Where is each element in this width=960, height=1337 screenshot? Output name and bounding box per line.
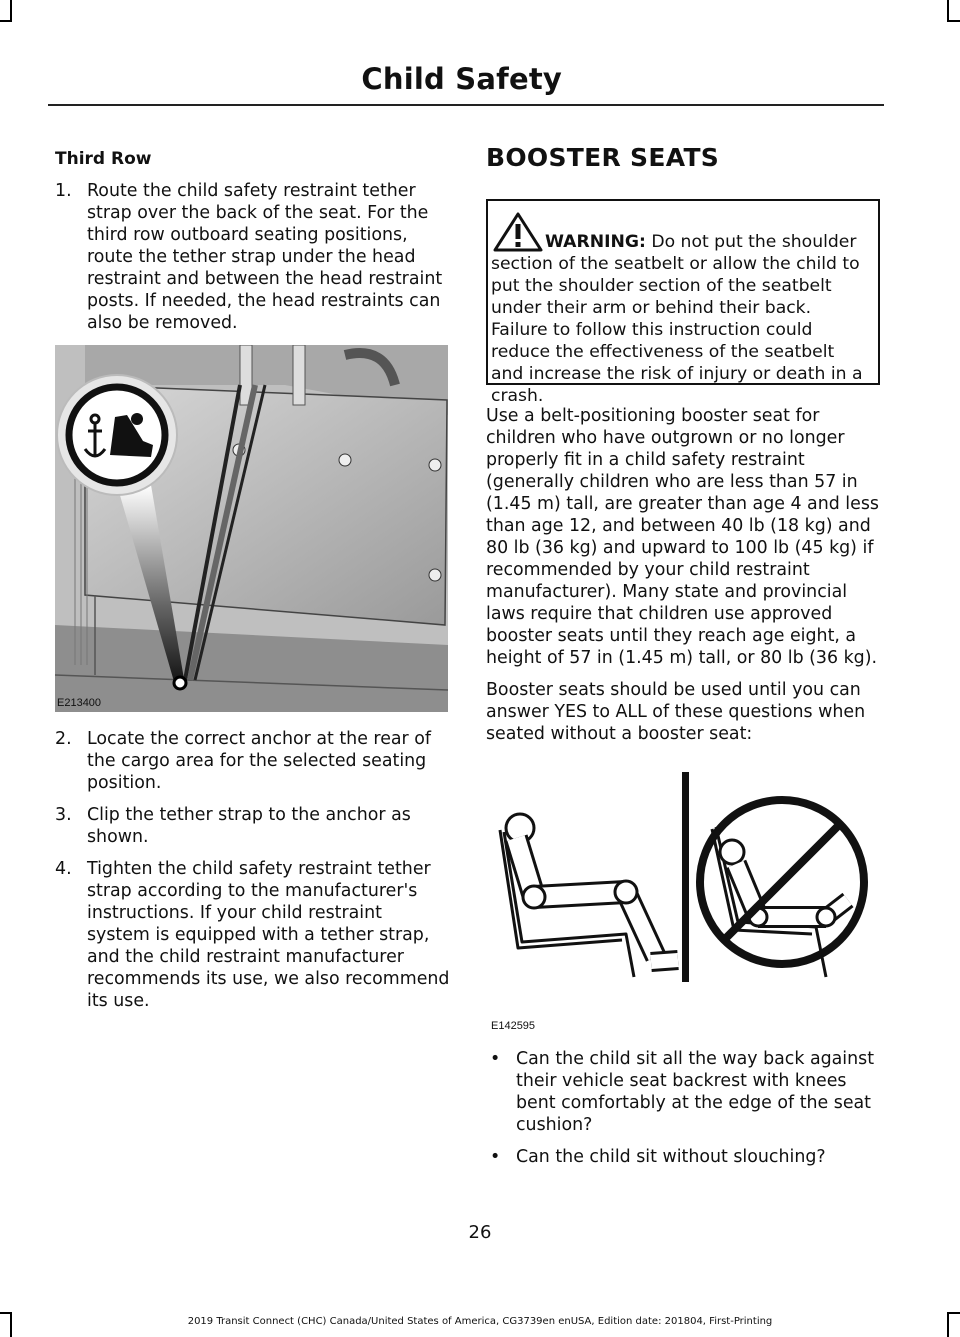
warning-label: WARNING: bbox=[545, 232, 646, 252]
crop-mark bbox=[947, 20, 960, 22]
list-item-text: Can the child sit all the way back against their vehicle seat backrest with knees bent comfortably at the edge of the seat cushion? bbox=[516, 1049, 875, 1135]
right-column-body bbox=[486, 405, 882, 745]
list-item bbox=[486, 1048, 882, 1136]
left-column-lower bbox=[55, 728, 450, 1012]
page-number: 26 bbox=[468, 1222, 492, 1243]
child-seat-anchor-icon bbox=[57, 375, 177, 495]
section-heading: BOOSTER SEATS bbox=[486, 143, 720, 172]
right-column-bullets bbox=[486, 1048, 882, 1168]
step-item bbox=[55, 858, 450, 1012]
step-number: 2. bbox=[55, 729, 72, 749]
figure-id: E213400 bbox=[57, 697, 102, 709]
page-title: Child Safety bbox=[361, 62, 562, 96]
section-subheading: Third Row bbox=[55, 149, 152, 169]
step-text: Route the child safety restraint tether strap over the back of the seat. For the third row outboard seating positions, route the tether strap under the head restraint and between the head restraint posts. If needed, the head restraints can also be removed. bbox=[87, 181, 443, 333]
step-item bbox=[55, 804, 450, 848]
crop-mark bbox=[10, 0, 12, 22]
bullet-mark: • bbox=[490, 1049, 501, 1069]
step-text: Locate the correct anchor at the rear of the cargo area for the selected seating position. bbox=[87, 729, 431, 793]
step-text: Tighten the child safety restraint tether strap according to the manufacturer's instructions. If your child restraint system is equipped with a tether strap, and the child restraint manufacturer recommends its use, we also recommend its use. bbox=[87, 859, 450, 1011]
paragraph: Booster seats should be used until you can answer YES to ALL of these questions when seated without a booster seat: bbox=[486, 680, 866, 744]
list-item-text: Can the child sit without slouching? bbox=[516, 1147, 826, 1167]
step-number: 4. bbox=[55, 859, 72, 879]
paragraph: Use a belt-positioning booster seat for children who have outgrown or no longer properly fit in a child safety restraint (generally children who are less than 57 in (1.45 m) tall, are greater than age 4 and less than age 12, and between 40 lb (18 kg) and 80 lb (36 kg) and upward to 100 lb (45 kg) if recommended by your child restraint manufacturer). Many state and provincial laws require that children use approved booster seats until they reach age eight, a height of 57 in (1.45 m) tall, or 80 lb (36 kg). bbox=[486, 406, 879, 668]
step-text: Clip the tether strap to the anchor as shown. bbox=[87, 805, 411, 847]
step-item bbox=[55, 728, 450, 794]
tether-anchor-figure bbox=[55, 345, 448, 712]
figure-id: E142595 bbox=[491, 1020, 536, 1032]
crop-mark bbox=[947, 0, 949, 22]
right-column-heading bbox=[486, 143, 886, 172]
warning-text: Do not put the shoulder section of the seatbelt or allow the child to put the shoulder section of the seatbelt under their arm or behind their back. Failure to follow this instruction could reduce the effectiveness of the seatbelt and increase the risk of injury or death in a crash. bbox=[491, 232, 863, 406]
bullet-mark: • bbox=[490, 1147, 501, 1167]
crop-mark bbox=[947, 1312, 960, 1314]
crop-mark bbox=[0, 20, 12, 22]
warning-paragraph bbox=[491, 231, 872, 407]
left-column bbox=[55, 148, 450, 334]
booster-seat-fit-figure bbox=[486, 772, 882, 1034]
warning-triangle-icon bbox=[492, 211, 544, 253]
list-item bbox=[486, 1146, 882, 1168]
warning-box bbox=[486, 199, 880, 406]
footer-text: 2019 Transit Connect (CHC) Canada/United States of America, CG3739en enUSA, Edition date: 201804, First-Printing bbox=[187, 1316, 773, 1327]
step-number: 3. bbox=[55, 805, 72, 825]
step-item bbox=[55, 180, 450, 334]
crop-mark bbox=[0, 1312, 12, 1314]
header-divider bbox=[48, 104, 884, 106]
step-number: 1. bbox=[55, 181, 72, 201]
